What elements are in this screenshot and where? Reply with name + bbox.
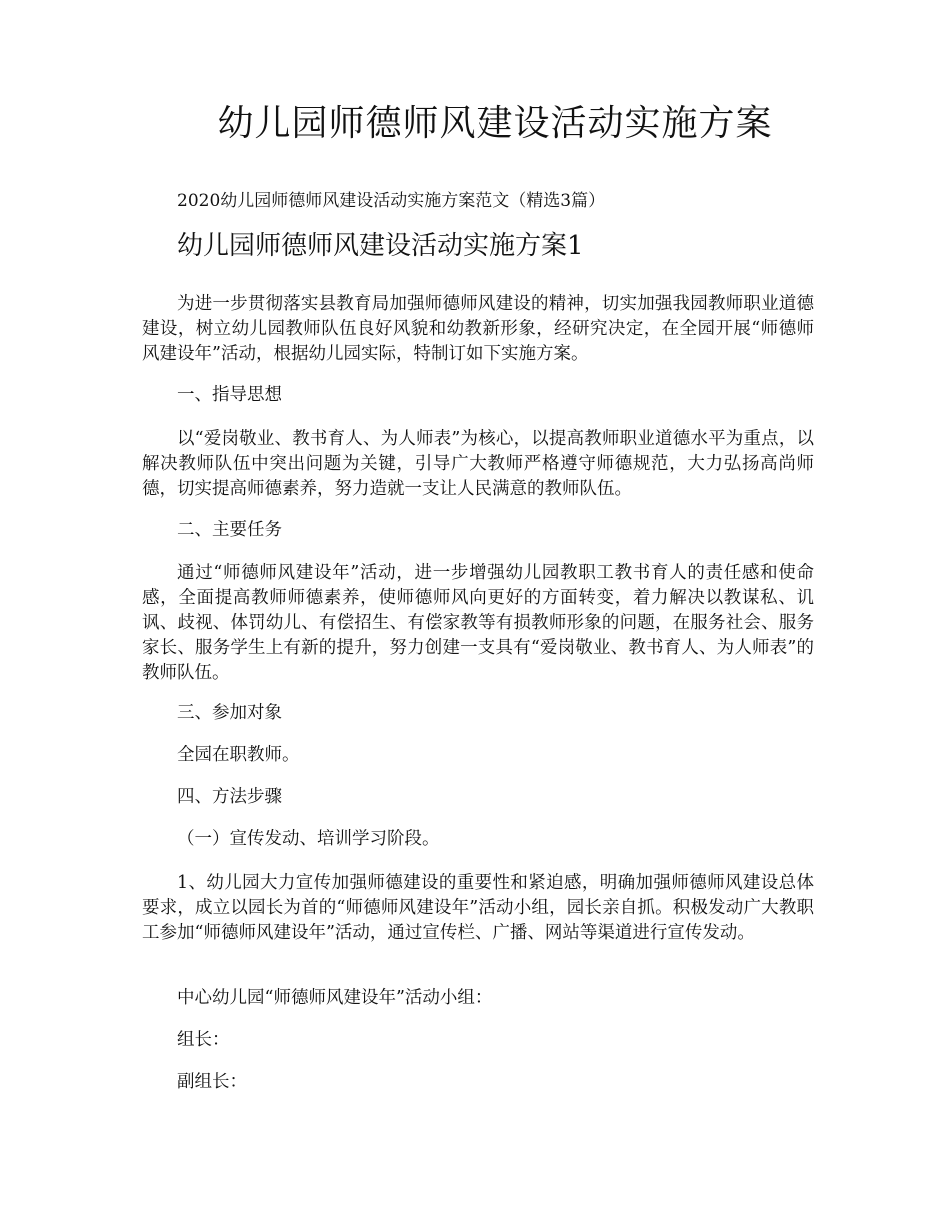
section-heading: 幼儿园师德师风建设活动实施方案1 [177, 231, 584, 261]
section-1-paragraph: 以“爱岗敬业、教书育人、为人师表”为核心，以提高教师职业道德水平为重点，以解决教师队伍中突出问题为关键，引导广大教师严格遵守师德规范，大力弘扬高尚师德，切实提高师德素养，努力造就一支让人民满意的教师队伍。 [142, 429, 814, 499]
section-2-paragraph: 通过“师德师风建设年”活动，进一步增强幼儿园教职工教书育人的责任感和使命感，全面提高教师师德素养，使师德师风向更好的方面转变，着力解决以教谋私、讥讽、歧视、体罚幼儿、有偿招生、有偿家教等有损教师形象的问题，在服务社会、服务家长、服务学生上有新的提升，努力创建一支具有“爱岗敬业、教书育人、为人师表”的教师队伍。 [142, 563, 814, 683]
section-4-title: 四、方法步骤 [177, 787, 282, 807]
section-3-paragraph: 全园在职教师。 [177, 745, 300, 765]
section-4-subtitle: （一）宣传发动、培训学习阶段。 [177, 829, 440, 849]
document-subtitle: 2020幼儿园师德师风建设活动实施方案范文（精选3篇） [177, 191, 606, 211]
group-title: 中心幼儿园“师德师风建设年”活动小组： [177, 988, 493, 1008]
section-3-title: 三、参加对象 [177, 703, 282, 723]
section-2-title: 二、主要任务 [177, 520, 282, 540]
section-4-item-1: 1、幼儿园大力宣传加强师德建设的重要性和紧迫感，明确加强师德师风建设总体要求，成立以园长为首的“师德师风建设年”活动小组，园长亲自抓。积极发动广大教职工参加“师德师风建设年”活动，通过宣传栏、广播、网站等渠道进行宣传发动。 [142, 873, 814, 943]
group-deputy: 副组长： [177, 1072, 247, 1092]
document-title: 幼儿园师德师风建设活动实施方案 [217, 103, 773, 144]
intro-paragraph: 为进一步贯彻落实县教育局加强师德师风建设的精神，切实加强我园教师职业道德建设，树立幼儿园教师队伍良好风貌和幼教新形象，经研究决定，在全园开展“师德师风建设年”活动，根据幼儿园实际，特制订如下实施方案。 [142, 294, 814, 364]
section-1-title: 一、指导思想 [177, 385, 282, 405]
group-leader: 组长： [177, 1030, 230, 1050]
